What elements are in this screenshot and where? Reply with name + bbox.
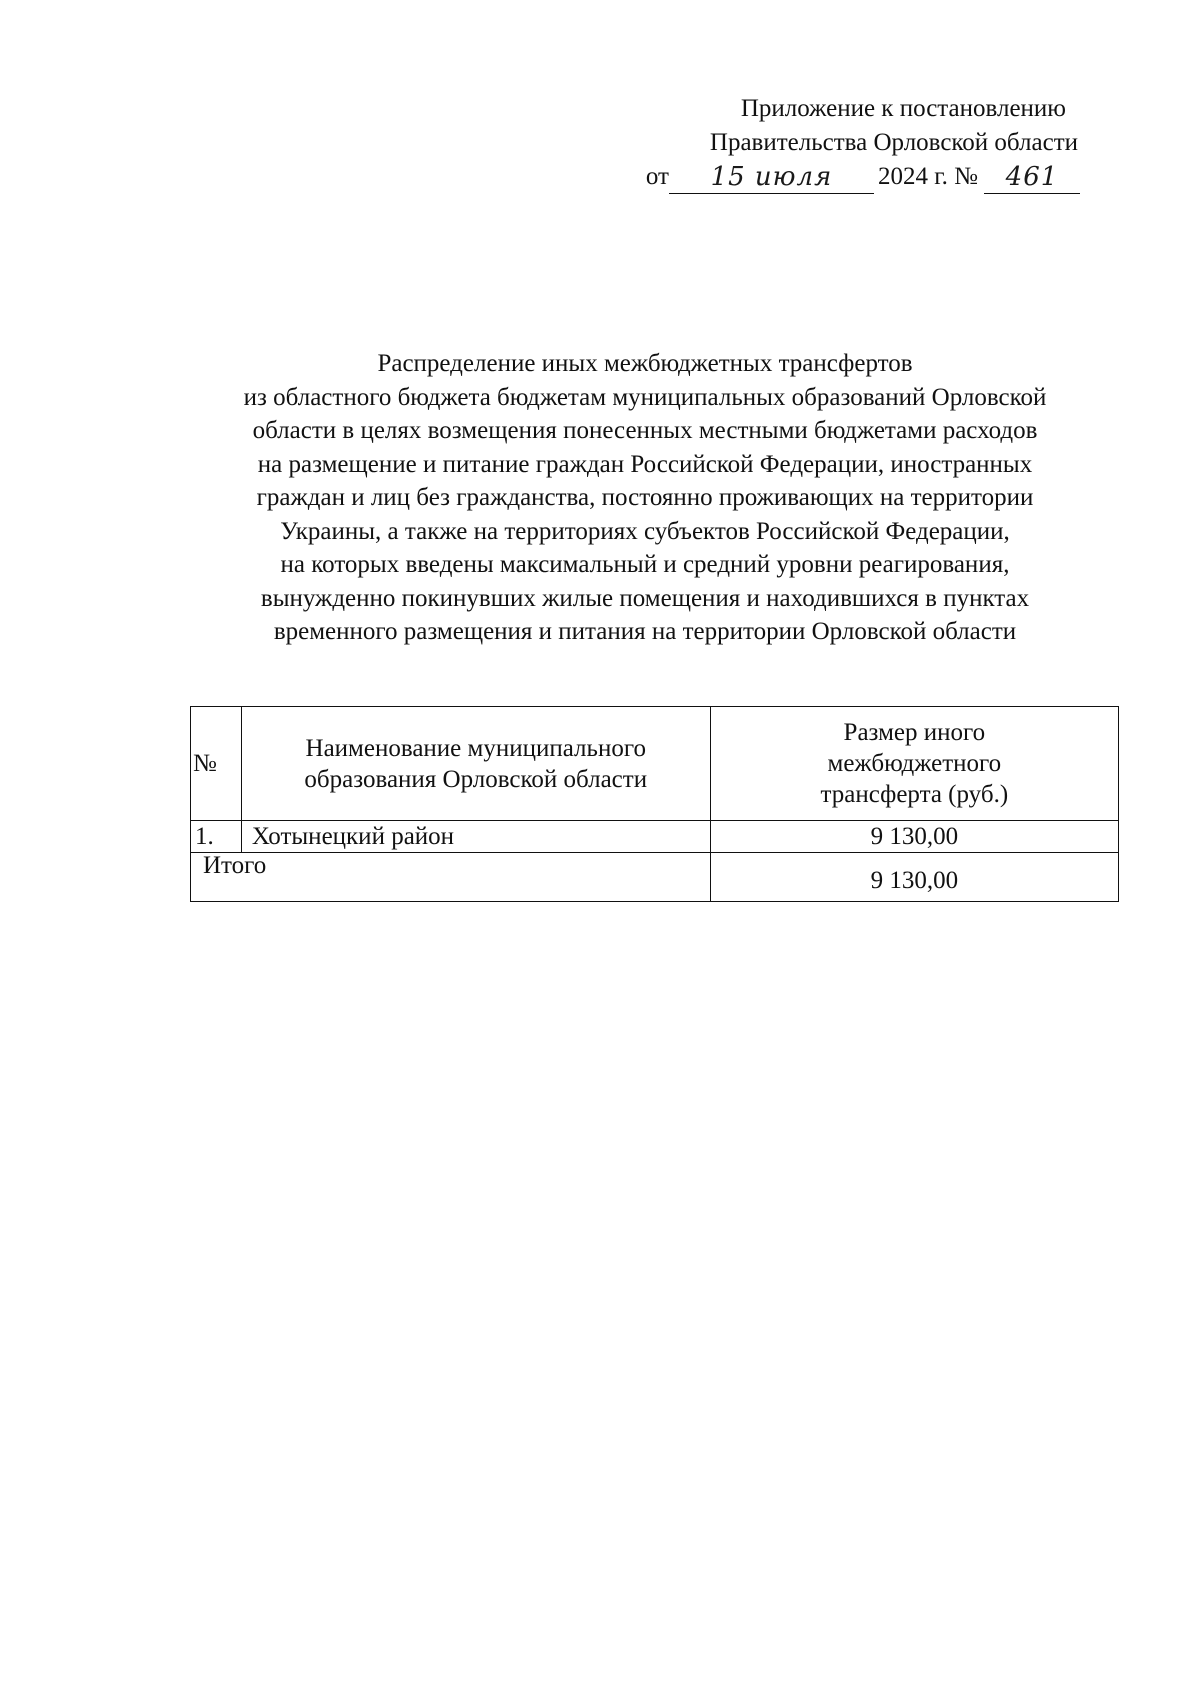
header-municipality-name	[241, 707, 710, 821]
table-total-row	[191, 853, 1119, 902]
title-line: из областного бюджета бюджетам муниципальных образований Орловской	[243, 383, 1047, 411]
title-line: на размещение и питание граждан Российской Федерации, иностранных	[257, 450, 1033, 478]
header-name-line: Наименование муниципального	[305, 734, 646, 762]
title-line: вынужденно покинувших жилые помещения и находившихся в пунктах	[260, 584, 1030, 612]
total-amount: 9 130,00	[710, 853, 1118, 902]
title-line: временного размещения и питания на территории Орловской области	[273, 618, 1017, 645]
appendix-line-2: Правительства Орловской области	[709, 129, 1078, 156]
header-amount-line: межбюджетного	[827, 750, 1002, 777]
document-title	[170, 347, 1120, 649]
header-name-line: образования Орловской области	[304, 765, 648, 793]
handwritten-number: 461	[984, 161, 1080, 194]
header-number: №	[191, 707, 242, 821]
appendix-date-line	[600, 160, 1088, 194]
appendix-header	[600, 92, 1088, 194]
title-line: Украины, а также на территориях субъектов Российской Федерации,	[280, 517, 1010, 545]
header-amount-line: Размер иного	[843, 719, 986, 746]
handwritten-date: 15 июля	[669, 161, 874, 194]
row-number: 1.	[191, 821, 242, 853]
header-amount-line: трансферта (руб.)	[820, 781, 1009, 808]
table-row	[191, 821, 1119, 853]
transfer-distribution-table	[190, 706, 1119, 902]
year-and-number-label: 2024 г. №	[877, 163, 978, 190]
title-line: Распределение иных межбюджетных трансфертов	[377, 350, 913, 377]
date-prefix: от	[645, 163, 669, 190]
row-municipality: Хотынецкий район	[241, 821, 710, 853]
title-line: области в целях возмещения понесенных местными бюджетами расходов	[252, 417, 1038, 444]
appendix-line-1: Приложение к постановлению	[740, 95, 1066, 122]
header-transfer-amount	[710, 707, 1118, 821]
row-amount: 9 130,00	[710, 821, 1118, 853]
title-line: на которых введены максимальный и средний уровни реагирования,	[280, 551, 1010, 578]
title-line: граждан и лиц без гражданства, постоянно проживающих на территории	[256, 484, 1034, 511]
total-label: Итого	[191, 853, 711, 902]
table-header-row	[191, 707, 1119, 821]
